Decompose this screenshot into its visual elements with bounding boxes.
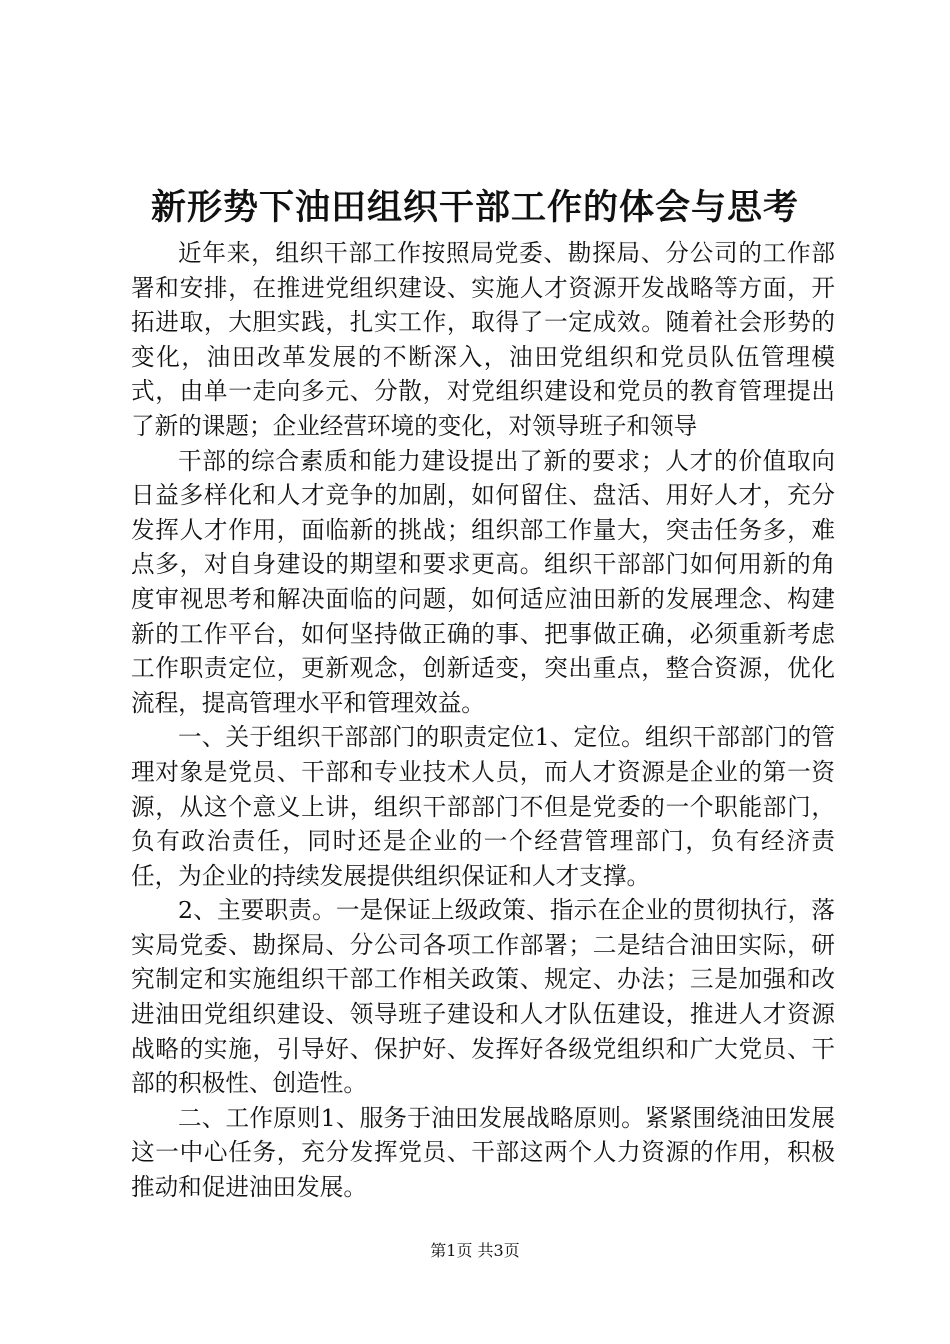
document-body [131, 236, 835, 1205]
page-footer: 第1页 共3页 [430, 1241, 520, 1260]
paragraph-1: 近年来，组织干部工作按照局党委、勘探局、分公司的工作部署和安排，在推进党组织建设、实施人才资源开发战略等方面，开拓进取，大胆实践，扎实工作，取得了一定成效。随着社会形势的变化，油田改革发展的不断深入，油田党组织和党员队伍管理模式，由单一走向多元、分散，对党组织建设和党员的教育管理提出了新的课题；企业经营环境的变化，对领导班子和领导 [131, 239, 835, 440]
paragraph-4: 2、主要职责。一是保证上级政策、指示在企业的贯彻执行，落实局党委、勘探局、分公司各项工作部署；二是结合油田实际，研究制定和实施组织干部工作相关政策、规定、办法；三是加强和改进油田党组织建设、领导班子建设和人才队伍建设，推进人才资源战略的实施，引导好、保护好、发挥好各级党组织和广大党员、干部的积极性、创造性。 [131, 896, 835, 1098]
paragraph-5: 二、工作原则1、服务于油田发展战略原则。紧紧围绕油田发展这一中心任务，充分发挥党员、干部这两个人力资源的作用，积极推动和促进油田发展。 [131, 1103, 835, 1202]
paragraph-3: 一、关于组织干部部门的职责定位1、定位。组织干部部门的管理对象是党员、干部和专业技术人员，而人才资源是企业的第一资源，从这个意义上讲，组织干部部门不但是党委的一个职能部门，负有政治责任，同时还是企业的一个经营管理部门，负有经济责任，为企业的持续发展提供组织保证和人才支撑。 [131, 723, 835, 890]
paragraph-2: 干部的综合素质和能力建设提出了新的要求；人才的价值取向日益多样化和人才竞争的加剧，如何留住、盘活、用好人才，充分发挥人才作用，面临新的挑战；组织部工作量大，突击任务多，难点多，对自身建设的期望和要求更高。组织干部部门如何用新的角度审视思考和解决面临的问题，如何适应油田新的发展理念、构建新的工作平台，如何坚持做正确的事、把事做正确，必须重新考虑工作职责定位，更新观念，创新适变，突出重点，整合资源，优化流程，提高管理水平和管理效益。 [131, 446, 835, 717]
document-title: 新形势下油田组织干部工作的体会与思考 [150, 187, 799, 228]
